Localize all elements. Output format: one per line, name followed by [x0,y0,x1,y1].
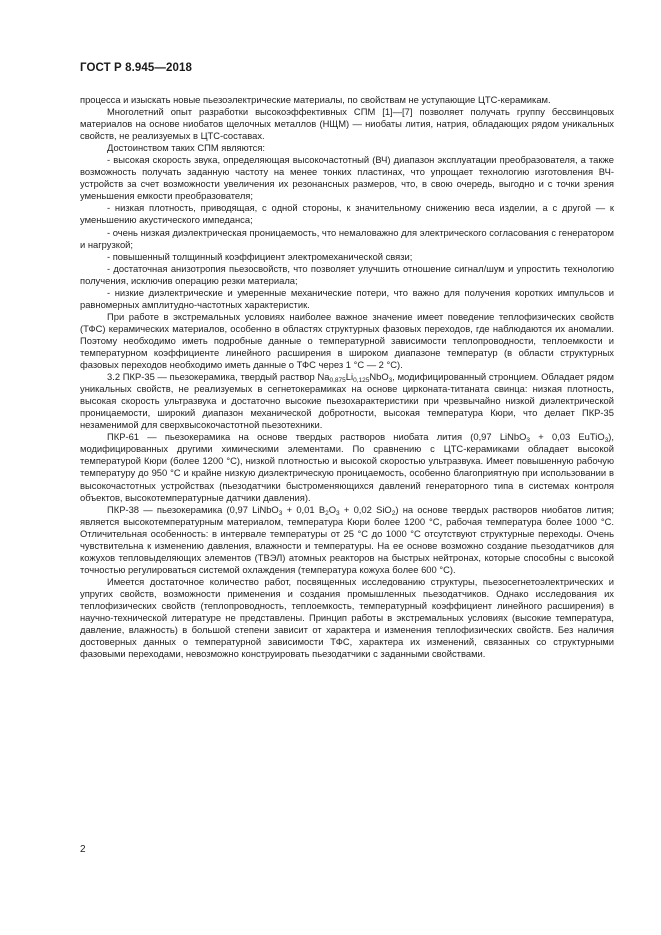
paragraph-closing: Имеется достаточное количество работ, посвященных исследованию структуры, пьезосегнетоэлектрических и упругих свойств, возможности применения и создания промышленных пьезодатчиков. Однако исследования их теплофизических свойств (теплопроводность, теплоемкость, температурный коэффициент линейного расширения) в научно-технической литературе не представлены. Принцип работы в экстремальных условиях (высокие температура, давление, влажность) в большой степени зависит от характера и изменения теплофизических свойств. Без наличия достоверных данных о температурной зависимости ТФС, характера их изменений, связанных со структурными фазовыми переходами, невозможно конструировать пьезодатчики с заданными свойствами. [80,575,614,660]
paragraph-continuation: процесса и изыскать новые пьезоэлектрические материалы, по свойствам не уступающие ЦТС-керамикам. [80,94,551,105]
list-item-anisotropy: - достаточная анизотропия пьезосвойств, что позволяет улучшить отношение сигнал/шум и упростить технологию получения, исключив операцию резки материала; [80,262,614,286]
paragraph-pkr61: ПКР-61 — пьезокерамика на основе твердых растворов ниобата лития (0,97 LiNbO$_3$ + 0,03 EuTiO$_3$), модифицированных другими химическими элементами. По сравнению с ЦТС-керамиками обладает высокой температурой Кюри (более 1200 °С), низкой плотностью и высокой скоростью ультразвука. Имеет повышенную рабочую температуру до 950 °С и крайне низкую диэлектрическую проницаемость, особенно благоприятную при использовании в высокочастотных устройствах (пьезодатчики быстроменяющихся давлений генераторного типа в системах контроля объектов, высокотемпературные датчики давления). [80,431,614,503]
paragraph-experience: Многолетний опыт разработки высокоэффективных СПМ [1]—[7] позволяет получать группу бессвинцовых материалов на основе ниобатов щелочных металлов (НЩМ) — ниобаты лития, натрия, обладающих рядом уникальных свойств, не реализуемых в ЦТС-составах. [80,106,614,142]
document-header: ГОСТ Р 8.945—2018 [80,62,192,74]
body-text [80,94,614,660]
list-item-sound-speed: - высокая скорость звука, определяющая высокочастотный (ВЧ) диапазон эксплуатации преобразователя, а также возможность получать заданную частоту на менее тонких пластинах, что упрощает технологию изготовления ВЧ-устройств за счет возможности увеличения их резонансных размеров, что, в свою очередь, выгодно и с точки зрения уменьшения емкости преобразователя; [80,154,614,202]
paragraph-pkr35: 3.2 ПКР-35 — пьезокерамика, твердый раствор $Na_{0,875}Li_{0,125}NbO_3$, модифицированный стронцием. Обладает рядом уникальных свойств, не реализуемых в сегнетокерамиках на основе цирконата-титаната свинца: низкая плотность, высокая скорость ультразвука и достаточно высокие пьезохарактеристики при чрезвычайно низкой диэлектрической проницаемости, широкий диапазон механической добротности, высокая температура Кюри, что делает ПКР-35 незаменимой для сверхвысокочастотной пьезотехники. [80,371,614,431]
list-item-low-losses: - низкие диэлектрические и умеренные механические потери, что важно для получения коротких импульсов и равномерных амплитудно-частотных характеристик. [80,286,614,310]
page-number: 2 [80,844,86,855]
list-item-low-permittivity: - очень низкая диэлектрическая проницаемость, что немаловажно для электрического согласования с генератором и нагрузкой; [80,226,614,250]
paragraph-extreme-conditions: При работе в экстремальных условиях наиболее важное значение имеет поведение теплофизических свойств (ТФС) керамических материалов, особенно в областях структурных фазовых переходов, где наблюдаются их аномалии. Поэтому необходимо иметь подробные данные о температурной зависимости теплопроводности, теплоемкости и температурном коэффициенте линейного расширения в широком диапазоне температур (в области структурных фазовых переходов необходимо иметь данные о ТФС через 1 °С — 2 °С). [80,310,614,371]
list-item-low-density: - низкая плотность, приводящая, с одной стороны, к значительному снижению веса изделии, а с другой — к уменьшению акустического импеданса; [80,202,614,226]
list-item-coupling: - повышенный толщинный коэффициент электромеханической связи; [107,250,413,262]
paragraph-advantages-intro: Достоинством таких СПМ являются: [107,142,266,154]
paragraph-pkr38: ПКР-38 — пьезокерамика (0,97 LiNbO$_3$ + 0,01 $B_2O_3 + 0,02$ SiO$_2$) на основе твердых растворов ниобатов лития; является высокотемпературным материалом, температура Кюри более 1200 °С, рабочая температура более 1000 °С. Отличительная особенность: в интервале температуры от 25 °С до 1000 °С отсутствуют структурные переходы. Очень чувствительна к изменению давления, влажности и температуры. На ее основе возможно создание пьезодатчиков для кожухов тепловыделяющих элементов (ТВЭЛ) атомных реакторов на быстрых нейтронах, которые способны с высокой точностью регулироваться системой охлаждения (температура кожуха более 600 °С). [80,503,614,575]
